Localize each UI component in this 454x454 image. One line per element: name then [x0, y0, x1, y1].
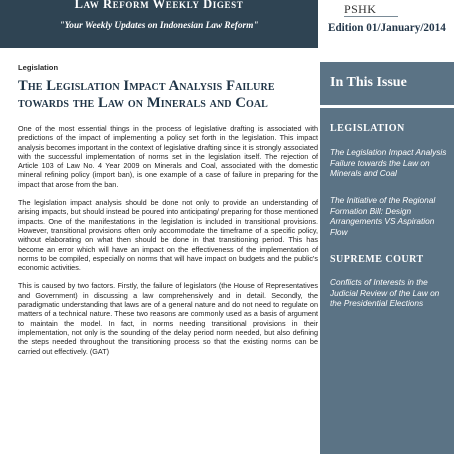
- masthead-banner: [0, 0, 318, 48]
- newsletter-title: Law Reform Weekly Digest: [74, 0, 244, 11]
- sidebar-title: In This Issue: [330, 75, 407, 90]
- sidebar-item-regional-formation[interactable]: The Initiative of the Regional Formation Bill: Design Arrangements VS Aspiration Flow: [330, 195, 436, 237]
- newsletter-tagline: "Your Weekly Updates on Indonesian Law Reform": [59, 21, 259, 31]
- org-logo-text: PSHK: [344, 2, 377, 16]
- article-headline: The Legislation Impact Analysis Failure towards the Law on Minerals and Coal: [18, 78, 275, 111]
- article-paragraph-1: One of the most essential things in the process of legislative drafting is associated with predictions of the impact of implementing a policy set forth in the legislation. This impact analysis becomes important in the context of legislative drafting since it is strongly associated with the successful implementation of norms set in the legislation itself. The rejection of Article 103 of Law No. 4 Year 2009 on Minerals and Coal, associated with the domestic mineral refining policy (import ban), is one example of a case of failure in preparing for the impact that arose from the ban.: [18, 124, 318, 189]
- article-column: [18, 48, 318, 454]
- sidebar-heading-legislation: LEGISLATION: [330, 123, 405, 134]
- article-paragraph-2: The legislation impact analysis should be done not only to provide an understanding of arising impacts, but should instead be poured into anticipating/ preparing for those mentioned impacts. One of the manifestations in the legislation is included in transitional provisions. However, transitional provisions often only accommodate the timeframe of a specific policy, without elaborating on what then should be done in that transitioning period. This has become an error which will have an impact on the effectiveness of the implementation of norms to be compiled, especially on norms that will have impact on budgets and the public's economic activities.: [18, 198, 318, 273]
- edition-corner: [318, 0, 454, 48]
- org-divider: [344, 16, 398, 17]
- article-paragraph-3: This is caused by two factors. Firstly, the failure of legislators (the House of Representatives and Government) in discussing a law comprehensively and in detail. Secondly, the paradigmatic understanding that laws are of a general nature and do not need to regulate on matters of a technical nature. These two reasons are commonly used as a basis of argument to maintain the model. In fact, in norms needing transitional provisions in their implementation, not only is the sounding of the delay period norm needed, but also defining the steps needed throughout the transitioning process so that the existing norms can be carried out effectively. (GAT): [18, 281, 318, 356]
- sidebar-item-conflicts-interests[interactable]: Conflicts of Interests in the Judicial Review of the Law on the Presidential Elections: [330, 277, 440, 309]
- article-section-label: Legislation: [18, 63, 59, 72]
- article-body: [18, 124, 318, 365]
- sidebar-heading-supreme-court: SUPREME COURT: [330, 254, 424, 265]
- sidebar-divider: [320, 105, 454, 108]
- in-this-issue-sidebar: [320, 62, 454, 454]
- edition-label: Edition 01/January/2014: [328, 22, 446, 34]
- sidebar-item-legislation-impact[interactable]: The Legislation Impact Analysis Failure towards the Law on Minerals and Coal: [330, 147, 447, 179]
